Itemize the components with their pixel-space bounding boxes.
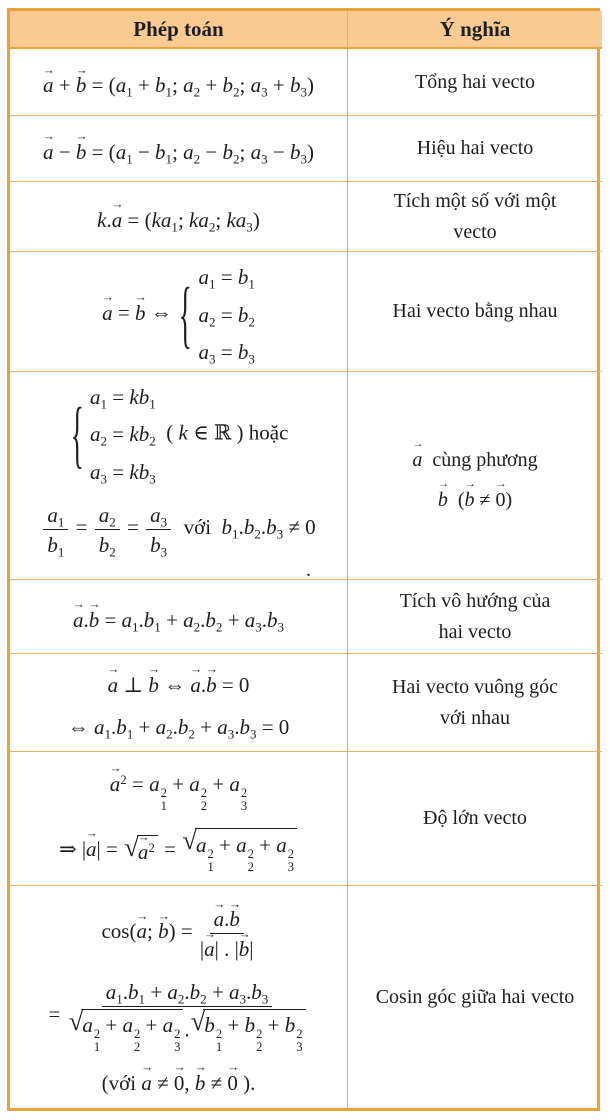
formula-cell-equal-vectors: → a = → b ⇔ { $a_1 = b_1$ $a_2 = b_2$ $a_3 = b_3$ bbox=[10, 251, 347, 371]
formula-cell-sum: → a + → $b = (a_1 + b_1$; $a_2 + b_2$; $a_3 + b_3$) bbox=[10, 49, 347, 115]
meaning-cell-perpendicular: Hai vecto vuông góc với nhau bbox=[347, 653, 602, 751]
meaning-cell-dot-product: Tích vô hướng của hai vecto bbox=[347, 579, 602, 653]
meaning-cell-cosine-angle: Cosin góc giữa hai vecto bbox=[347, 885, 602, 1108]
meaning-cell-collinear: → a cùng phương → b (→ b ≠ → 0) bbox=[347, 371, 602, 579]
formula-cell-perpendicular: → a ⊥ → b ⇔ → a.→ b = 0 ⇔ $a_1.b_1 + a_2.b_2 + a_3.b_3 = 0$ bbox=[10, 653, 347, 751]
formula-cell-magnitude: → $a^2 = a$ 2 1 + a 2 2 + a 2 3 ⇒ |→ a| = √ → $a^2$ = √ a 2 1 + a 2 2 + a 2 3 bbox=[10, 751, 347, 885]
formula-cell-collinear: { $a_1 = kb_1$ $a_2 = kb_2$ $a_3 = kb_3$ ( k ∈ ℝ ) hoặc $\frac{a_1}{b_1}$ = $\frac{a_2}{b_2}$ = $\frac{a_3}{b_3}$ với $b_1.b_2.b_3 \ne 0$ . bbox=[10, 371, 347, 579]
header-y-nghia: Ý nghĩa bbox=[347, 11, 602, 49]
formula-cell-dot-product: → $a.\to b = a_1.b_1 + a_2.b_2 + a_3.b_3$ bbox=[10, 579, 347, 653]
meaning-cell-difference: Hiệu hai vecto bbox=[347, 115, 602, 181]
meaning-cell-sum: Tổng hai vecto bbox=[347, 49, 602, 115]
formula-cell-cosine-angle: cos(→ a; → b) = → $\frac{a.\to b}{|\to a| . |\to b|}$ = $a_1.b_1 + a_2.b_2 + a_3.b_3$ √ a 2 1 + a 2 2 + a 2 3 . √ b 2 1 + b 2 2 + b 2 3 (với → a ≠ → 0, → b ≠ → 0 ). bbox=[10, 885, 347, 1108]
formula-cell-difference: → a − → $b = (a_1 - b_1$; $a_2 - b_2$; $a_3 - b_3$) bbox=[10, 115, 347, 181]
meaning-cell-equal-vectors: Hai vecto bằng nhau bbox=[347, 251, 602, 371]
header-phep-toan: Phép toán bbox=[10, 11, 347, 49]
meaning-cell-magnitude: Độ lớn vecto bbox=[347, 751, 602, 885]
formula-cell-scalar-multiple: $k.\to a = (ka_1$; $ka_2$; $ka_3$) bbox=[10, 181, 347, 251]
meaning-cell-scalar-multiple: Tích một số với một vecto bbox=[347, 181, 602, 251]
vector-operations-table bbox=[7, 8, 600, 1111]
